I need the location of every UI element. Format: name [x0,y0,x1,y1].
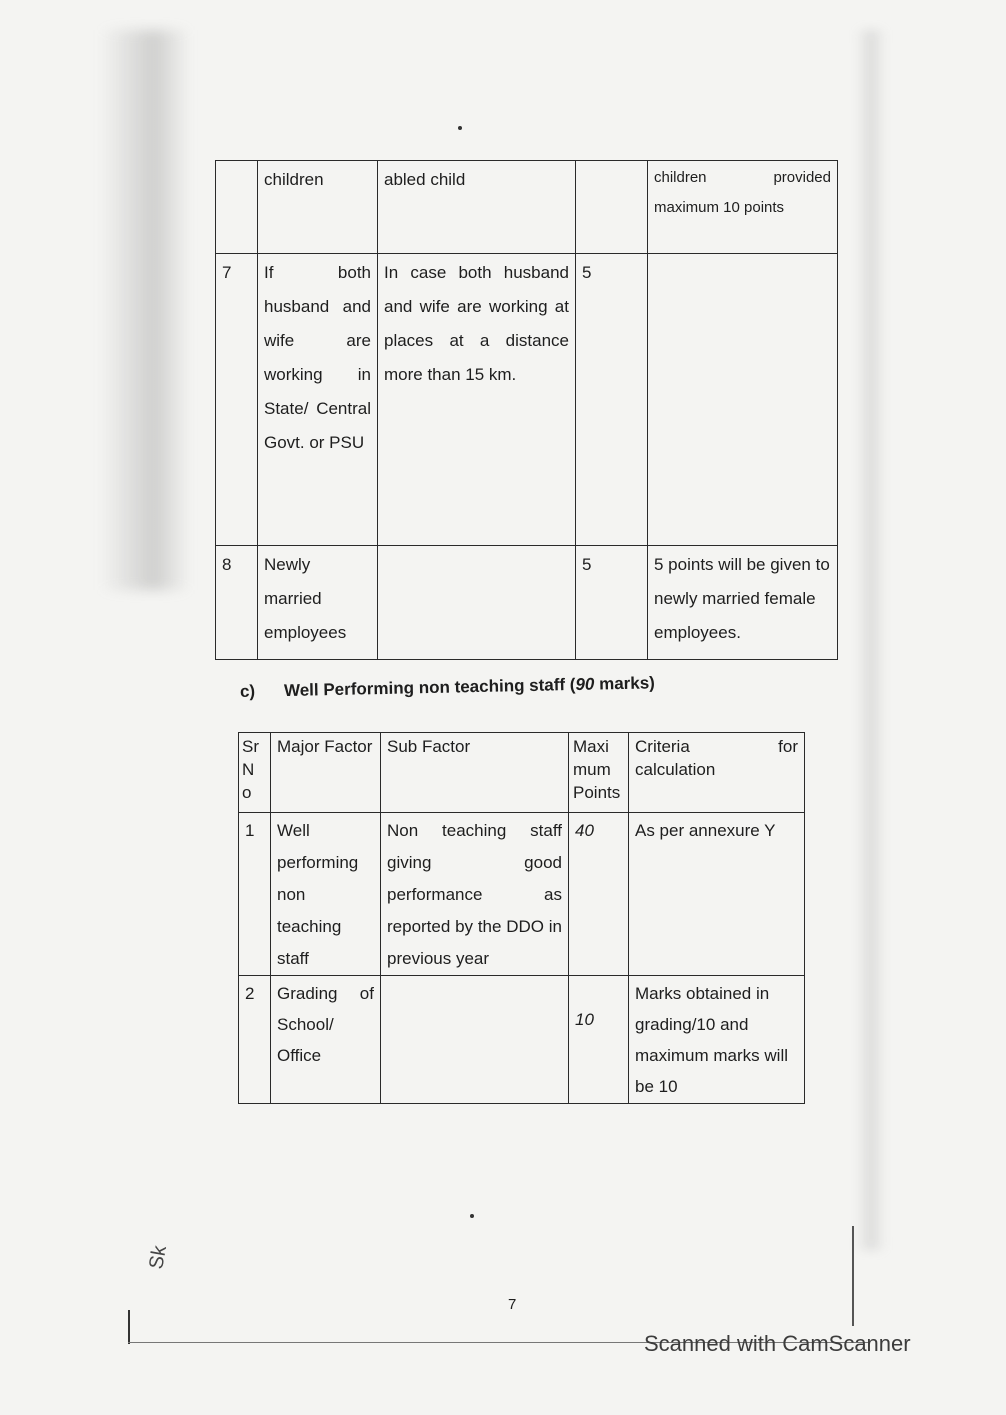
table-row [216,161,838,254]
scan-speck [470,1214,474,1218]
table-row [216,546,838,660]
points-cell: 5 [576,254,648,546]
scan-speck [458,126,462,130]
criteria-cell: children provided maximum 10 points [648,161,838,254]
criteria-cell [648,254,838,546]
section-title-suffix: marks) [594,673,656,694]
sr-cell: 2 [239,976,271,1104]
points-cell: 10 [569,976,629,1104]
sub-factor-cell: In case both husband and wife are working at places at a distance more than 15 km. [378,254,576,546]
section-label: c) [239,681,256,701]
major-factor-cell: children [258,161,378,254]
sr-cell [216,161,258,254]
section-title: Well Performing non teaching staff ( [283,674,576,701]
sub-factor-cell: Non teaching staff giving good performance as reported by the DDO in previous year [381,813,569,976]
sub-factor-cell [378,546,576,660]
margin-mark [852,1226,854,1326]
points-cell: 40 [569,813,629,976]
non-teaching-staff-table [238,732,805,1104]
table-row [216,254,838,546]
header-criteria: Criteria for calculation [629,733,805,813]
criteria-cell: Marks obtained in grading/10 and maximum marks will be 10 [629,976,805,1104]
scan-shadow-left [100,30,190,590]
major-factor-cell: Grading of School/ Office [271,976,381,1104]
major-factor-cell: If both husband and wife are working in State/ Central Govt. or PSU [258,254,378,546]
header-sub-factor: Sub Factor [381,733,569,813]
section-heading [240,673,655,702]
criteria-cell: As per annexure Y [629,813,805,976]
sub-factor-cell: abled child [378,161,576,254]
handwritten-initials: Sk [145,1244,172,1271]
criteria-cell: 5 points will be given to newly married female employees. [648,546,838,660]
sr-cell: 1 [239,813,271,976]
major-factor-cell: Newly married employees [258,546,378,660]
sr-cell: 7 [216,254,258,546]
margin-bracket [128,1310,130,1344]
header-major-factor: Major Factor [271,733,381,813]
table-header-row [239,733,805,813]
major-factor-cell: Well performing non teaching staff [271,813,381,976]
points-table-continued [215,160,838,660]
table-row [239,813,805,976]
table-row [239,976,805,1104]
header-max-points: Maxi mum Points [569,733,629,813]
scanner-watermark: Scanned with CamScanner [644,1331,911,1356]
page-number: 7 [508,1296,517,1313]
header-sr: Sr N o [239,733,271,813]
sub-factor-cell [381,976,569,1104]
section-marks: 90 [575,674,595,694]
points-cell: 5 [576,546,648,660]
sr-cell: 8 [216,546,258,660]
scan-shadow-right [856,30,886,1250]
points-cell [576,161,648,254]
